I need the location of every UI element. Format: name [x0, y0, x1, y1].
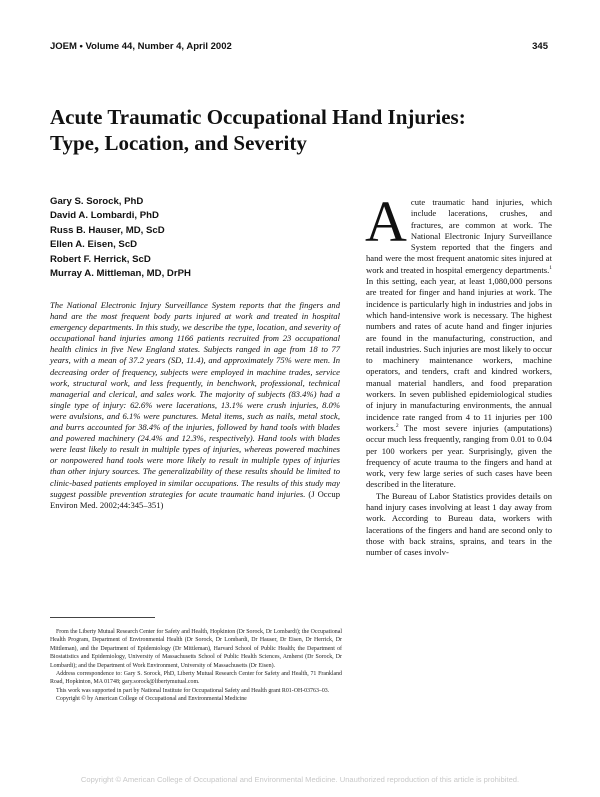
body-text: cute traumatic hand injuries, which include lacerations, crushes, and fractures, are common at work. The National Electronic Injury Surveillance System reported that the fingers and hand were the most frequent anatomic sites injured at work and treated in hospital emergency departments.	[366, 197, 552, 275]
body-text: In this setting, each year, at least 1,080,000 persons are treated for finger and hand injuries at work. The incidence is particularly high in industries and jobs in which hand-intensive work is necessary. The highest numbers and rates of acute hand and finger injuries are found in the manufacturing, construction, and retail industries. Such injuries are most likely to occur to machinery maintenance workers, machine operators, and tenders, craft and kindred workers, manual material handlers, and food preparation workers. In seven published epidemiological studies of injury in manufacturing environments, the annual incidence rate ranged from 4 to 11 injuries per 100 workers.	[366, 276, 552, 433]
author-list	[50, 195, 300, 281]
abstract-text: The National Electronic Injury Surveillance System reports that the fingers and hand are the most frequent body parts injured at work and treated in hospital emergency departments. In this study, we describe the type, location, and severity of occupational hand injuries among 1166 patients recruited from 23 occupational health clinics in five New England states. Subjects ranged in age from 18 to 77 years, with a mean of 37.2 years (SD, 11.4), and approximately 75% were men. In decreasing order of frequency, subjects were employed in machine trades, service work, structural work, and less frequently, in benchwork, professional, technical managerial and clerical, and sales work. The majority of subjects (83.4%) had a single type of injury: 62.6% were lacerations, 13.1% were crush injuries, 8.0% were avulsions, and 6.1% were punctures. Metal items, such as nails, metal stock, and burrs accounted for 38.4% of the injuries, followed by hand tools with blades and powered machinery (24.4% and 12.3%, respectively). Hand tools with blades were least likely to result in multiple types of injuries, whereas powered machines or nonpowered hand tools were more likely to result in multiple types of injuries than other injury sources. The generalizability of these results should be limited to clinic-based patients employed in similar occupations. The results of this study may suggest possible prevention strategies for acute traumatic hand injuries.	[50, 300, 340, 499]
running-header	[50, 41, 548, 55]
body-paragraph-1	[365, 189, 552, 491]
footnote-correspondence: Address correspondence to: Gary S. Sorock, PhD, Liberty Mutual Research Center for Safety and Health, 71 Frankland Road, Hopkinton, MA 01748; gary.sorock@libertymutual.com.	[50, 671, 342, 686]
drop-cap: A	[365, 189, 407, 254]
reference-marker[interactable]: 1	[549, 264, 552, 271]
footnote-support: This work was supported in part by National Institute for Occupational Safety and Health grant R01-OH-03763–03.	[56, 687, 330, 694]
author-name: Russ B. Hauser, MD, ScD	[50, 224, 165, 236]
title-line-2: Type, Location, and Severity	[50, 131, 307, 155]
journal-info: JOEM • Volume 44, Number 4, April 2002	[50, 41, 232, 52]
body-paragraph-2: The Bureau of Labor Statistics provides details on hand injury cases involving at least 1 day away from work. According to Bureau data, workers with lacerations of the fingers and hand are second only to those with back strains, sprains, and tears in the number of cases involv-	[366, 490, 552, 558]
author-name: David A. Lombardi, PhD	[50, 210, 159, 222]
abstract	[50, 300, 340, 511]
footnote-affiliations: From the Liberty Mutual Research Center for Safety and Health, Hopkinton (Dr Sorock, Dr Lombardi); the Occupational Health Program, Department of Environmental Health (Dr Sorock, Dr Lombardi, Dr Hauser, Dr Eisen, Dr Herrick, Dr Mittleman), and the Department of Epidemiology (Dr Mittleman), Harvard School of Public Health; the Department of Biostatistics and Epidemiology, University of Massachusetts School of Public Health Sciences, Amherst (Dr Sorock, Dr Lombardi); and the Department of Work Environment, University of Massachusetts (Dr Eisen).	[50, 629, 342, 669]
footnotes	[50, 628, 342, 704]
body-text: The most severe injuries (amputations) occur much less frequently, ranging from 0.01 to 0.04 per 100 workers per year. Surprisingly, given the frequency of acute trauma to the fingers and hand at work, very few large series of such cases have been described in the literature.	[366, 422, 552, 490]
abstract-citation: (J Occup Environ Med. 2002;44:345–351)	[50, 488, 340, 510]
author-name: Ellen A. Eisen, ScD	[50, 239, 138, 251]
body-column	[365, 189, 552, 559]
page-number: 345	[532, 41, 548, 52]
author-name: Murray A. Mittleman, MD, DrPH	[50, 268, 191, 280]
reference-marker[interactable]: 2	[395, 423, 399, 430]
author-name: Robert F. Herrick, ScD	[50, 253, 151, 265]
copyright-watermark: Copyright © American College of Occupational and Environmental Medicine. Unauthorized reproduction of this article is prohibited.	[80, 775, 520, 784]
title-line-1: Acute Traumatic Occupational Hand Injuries:	[50, 105, 466, 129]
footnote-copyright: Copyright © by American College of Occupational and Environmental Medicine	[56, 696, 247, 703]
article-title	[50, 104, 570, 156]
footnote-divider	[50, 617, 155, 618]
author-name: Gary S. Sorock, PhD	[50, 196, 144, 207]
